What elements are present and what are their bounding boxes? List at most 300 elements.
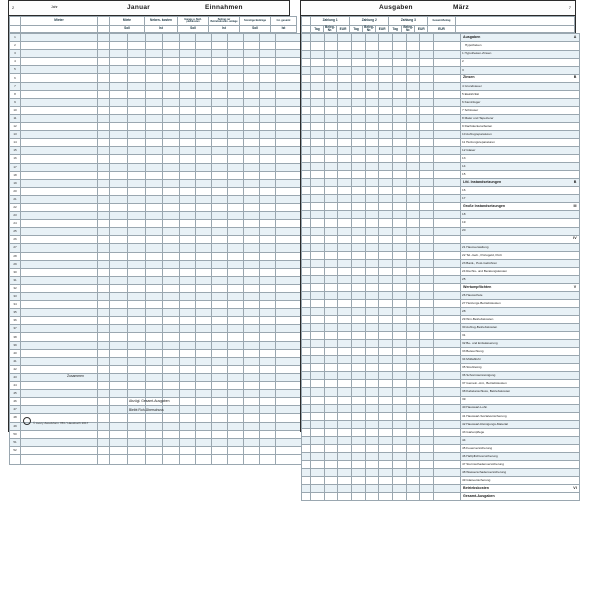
- table-row[interactable]: [10, 123, 302, 131]
- cell: [325, 227, 338, 235]
- table-row[interactable]: [302, 485, 580, 493]
- table-row[interactable]: [302, 147, 580, 155]
- table-row[interactable]: [10, 382, 302, 390]
- table-row[interactable]: [10, 163, 302, 171]
- position-label: 5 Elektrizität: [461, 90, 580, 98]
- cell: [420, 396, 434, 404]
- cell: [407, 460, 420, 468]
- table-row[interactable]: [302, 130, 580, 138]
- cell: [196, 341, 212, 349]
- cell: [128, 131, 146, 139]
- cell: [434, 332, 461, 340]
- cell: [352, 364, 366, 372]
- right-ledger-rows: [301, 33, 580, 501]
- row-number: [302, 251, 311, 259]
- row-number: [302, 356, 311, 364]
- cell: [228, 50, 244, 58]
- table-row[interactable]: [10, 268, 302, 276]
- table-row[interactable]: [10, 357, 302, 365]
- table-row[interactable]: [10, 301, 302, 309]
- cell: [276, 163, 302, 171]
- cell: [180, 333, 196, 341]
- row-number: [302, 195, 311, 203]
- table-row[interactable]: [10, 333, 302, 341]
- table-row[interactable]: [10, 139, 302, 147]
- table-row[interactable]: [302, 203, 580, 211]
- cell: [276, 147, 302, 155]
- cell: [212, 309, 228, 317]
- table-row[interactable]: [302, 155, 580, 163]
- position-label: 33 Beleuchtung: [461, 348, 580, 356]
- cell: [352, 412, 366, 420]
- cell: [260, 163, 276, 171]
- cell: [393, 195, 407, 203]
- table-row[interactable]: [302, 66, 580, 74]
- row-number: [302, 299, 311, 307]
- row-number: 34: [10, 301, 21, 309]
- table-row[interactable]: [10, 236, 302, 244]
- cell: [163, 430, 180, 438]
- sub-ist-2: Ist: [209, 26, 240, 33]
- table-row[interactable]: [302, 187, 580, 195]
- totals-cell: [228, 454, 244, 464]
- table-row[interactable]: [10, 90, 302, 98]
- table-row[interactable]: [10, 66, 302, 74]
- cell: [379, 396, 393, 404]
- cell: [407, 476, 420, 484]
- cell: [420, 179, 434, 187]
- cell: [366, 42, 379, 50]
- cell: [21, 430, 98, 438]
- cell: [379, 219, 393, 227]
- cell: [128, 50, 146, 58]
- table-row[interactable]: [10, 349, 302, 357]
- table-row[interactable]: [10, 106, 302, 114]
- table-row[interactable]: [302, 219, 580, 227]
- cell: [420, 444, 434, 452]
- row-number: 46: [10, 398, 21, 406]
- cell: [311, 251, 325, 259]
- cell: [366, 308, 379, 316]
- table-row[interactable]: [302, 114, 580, 122]
- row-number: [302, 90, 311, 98]
- cell: [212, 42, 228, 50]
- table-row[interactable]: [302, 235, 580, 243]
- table-row[interactable]: [302, 364, 580, 372]
- table-row[interactable]: [302, 275, 580, 283]
- rsub-z1: [311, 26, 350, 33]
- cell: [212, 66, 228, 74]
- table-row[interactable]: [10, 114, 302, 122]
- table-row[interactable]: [302, 195, 580, 203]
- table-row[interactable]: [10, 98, 302, 106]
- cell: [325, 155, 338, 163]
- cell: [407, 348, 420, 356]
- cell: [366, 460, 379, 468]
- row-number: [302, 291, 311, 299]
- cell: [352, 251, 366, 259]
- table-row[interactable]: [302, 316, 580, 324]
- cell: [325, 211, 338, 219]
- cell: [180, 422, 196, 430]
- table-row[interactable]: [10, 293, 302, 301]
- table-row[interactable]: [302, 308, 580, 316]
- table-row[interactable]: [302, 82, 580, 90]
- table-row[interactable]: [10, 373, 302, 381]
- table-row[interactable]: [302, 388, 580, 396]
- table-row[interactable]: [302, 468, 580, 476]
- table-row[interactable]: [302, 42, 580, 50]
- cell: [420, 452, 434, 460]
- cell: [325, 308, 338, 316]
- table-row[interactable]: [10, 341, 302, 349]
- cell: [146, 228, 163, 236]
- row-number: [302, 340, 311, 348]
- cell: [393, 66, 407, 74]
- cell: [311, 396, 325, 404]
- cell: [146, 123, 163, 131]
- cell: [244, 58, 260, 66]
- table-row[interactable]: [10, 203, 302, 211]
- table-row[interactable]: [302, 90, 580, 98]
- table-row[interactable]: [302, 74, 580, 82]
- cell: [163, 390, 180, 398]
- cell: [21, 260, 98, 268]
- cell: [228, 228, 244, 236]
- cell: [325, 364, 338, 372]
- table-row[interactable]: [302, 211, 580, 219]
- table-row[interactable]: [302, 404, 580, 412]
- cell: [180, 82, 196, 90]
- table-row[interactable]: [302, 243, 580, 251]
- cell: [379, 308, 393, 316]
- table-row[interactable]: [10, 260, 302, 268]
- cell: [244, 114, 260, 122]
- cell: [366, 428, 379, 436]
- cell: [379, 283, 393, 291]
- cell: [379, 356, 393, 364]
- table-row[interactable]: [302, 267, 580, 275]
- table-row[interactable]: [302, 460, 580, 468]
- cell: [393, 139, 407, 147]
- table-row[interactable]: [302, 50, 580, 58]
- cell: [110, 341, 128, 349]
- table-row[interactable]: [10, 187, 302, 195]
- cell: [98, 155, 110, 163]
- table-row[interactable]: [10, 171, 302, 179]
- cell: [163, 317, 180, 325]
- cell: [434, 203, 461, 211]
- cell: [98, 179, 110, 187]
- row-number: [302, 147, 311, 155]
- cell: [276, 365, 302, 373]
- cell: [128, 139, 146, 147]
- cell: [325, 324, 338, 332]
- table-row[interactable]: [10, 390, 302, 398]
- cell: [311, 452, 325, 460]
- table-row[interactable]: [10, 309, 302, 317]
- cell: [352, 227, 366, 235]
- cell: [128, 66, 146, 74]
- cell: [434, 452, 461, 460]
- table-row[interactable]: [10, 82, 302, 90]
- cell: [146, 301, 163, 309]
- table-row[interactable]: [10, 365, 302, 373]
- table-row[interactable]: [10, 446, 302, 454]
- table-row[interactable]: [10, 34, 302, 42]
- cell: [338, 155, 352, 163]
- cell: [228, 414, 244, 422]
- table-row[interactable]: [302, 348, 580, 356]
- cell: [212, 139, 228, 147]
- table-row[interactable]: [302, 283, 580, 291]
- cell: [338, 171, 352, 179]
- cell: [110, 139, 128, 147]
- table-row[interactable]: [10, 195, 302, 203]
- totals-cell: [128, 454, 146, 464]
- cell: [163, 34, 180, 42]
- cell: [244, 90, 260, 98]
- cell: [180, 139, 196, 147]
- cell: [393, 235, 407, 243]
- cell: [110, 293, 128, 301]
- cell: [366, 34, 379, 42]
- table-row[interactable]: [302, 340, 580, 348]
- row-number: 9: [10, 98, 21, 106]
- cell: [407, 74, 420, 82]
- cell: [244, 252, 260, 260]
- position-label: 40 Hauswart-Lohn: [461, 404, 580, 412]
- cell: [180, 147, 196, 155]
- cell: [276, 333, 302, 341]
- row-number: 38: [10, 333, 21, 341]
- table-row[interactable]: [302, 98, 580, 106]
- cell: [128, 98, 146, 106]
- cell: [180, 195, 196, 203]
- row-number: [302, 332, 311, 340]
- table-row[interactable]: [10, 50, 302, 58]
- row-number: 13: [10, 131, 21, 139]
- cell: [260, 179, 276, 187]
- cell: [420, 106, 434, 114]
- cell: [325, 275, 338, 283]
- position-label: 23 Bank-, Post-Gebühren: [461, 259, 580, 267]
- row-number: 10: [10, 106, 21, 114]
- cell: [366, 219, 379, 227]
- cell: [180, 341, 196, 349]
- table-row[interactable]: [302, 436, 580, 444]
- cell: [196, 422, 212, 430]
- cell: [180, 42, 196, 50]
- cell: [244, 98, 260, 106]
- table-row[interactable]: [10, 244, 302, 252]
- table-row[interactable]: [302, 259, 580, 267]
- cell: [98, 228, 110, 236]
- table-row[interactable]: [302, 251, 580, 259]
- cell: [146, 252, 163, 260]
- cell: [146, 66, 163, 74]
- cell: [393, 90, 407, 98]
- table-row[interactable]: [302, 171, 580, 179]
- cell: [393, 203, 407, 211]
- table-row[interactable]: [10, 155, 302, 163]
- cell: [420, 147, 434, 155]
- table-row[interactable]: [302, 291, 580, 299]
- table-row[interactable]: [302, 299, 580, 307]
- table-row[interactable]: [302, 412, 580, 420]
- table-row[interactable]: [10, 438, 302, 446]
- cell: [366, 114, 379, 122]
- cell: [146, 317, 163, 325]
- cell: [98, 398, 110, 406]
- cell: [98, 438, 110, 446]
- cell: [420, 34, 434, 42]
- cell: [146, 179, 163, 187]
- cell: [128, 203, 146, 211]
- table-row[interactable]: [302, 179, 580, 187]
- row-number: 11: [10, 114, 21, 122]
- table-row[interactable]: [10, 284, 302, 292]
- table-row[interactable]: [302, 396, 580, 404]
- cell: [366, 364, 379, 372]
- table-row[interactable]: [10, 131, 302, 139]
- cell: [212, 106, 228, 114]
- cell: [352, 436, 366, 444]
- cell: [393, 485, 407, 493]
- position-label: 1 Hypotheken-Zinsen: [461, 50, 580, 58]
- cell: [212, 349, 228, 357]
- cell: [212, 341, 228, 349]
- table-row[interactable]: [10, 252, 302, 260]
- cell: [146, 236, 163, 244]
- row-number: 37: [10, 325, 21, 333]
- table-row[interactable]: [302, 122, 580, 130]
- table-row[interactable]: [302, 227, 580, 235]
- cell: [110, 179, 128, 187]
- table-row[interactable]: [10, 147, 302, 155]
- table-row[interactable]: [10, 42, 302, 50]
- cell: [260, 155, 276, 163]
- cell: [379, 291, 393, 299]
- cell: [21, 325, 98, 333]
- table-row[interactable]: [10, 58, 302, 66]
- position-label: 47 Sturmschadenversicherung: [461, 460, 580, 468]
- cell: [196, 42, 212, 50]
- cell: [146, 187, 163, 195]
- table-row[interactable]: [302, 58, 580, 66]
- cell: [311, 485, 325, 493]
- cell: [260, 325, 276, 333]
- cell: [98, 333, 110, 341]
- cell: [311, 476, 325, 484]
- table-row[interactable]: [302, 476, 580, 484]
- cell: [338, 460, 352, 468]
- cell: [420, 227, 434, 235]
- table-row[interactable]: [10, 325, 302, 333]
- table-row[interactable]: [302, 380, 580, 388]
- table-row[interactable]: [10, 228, 302, 236]
- table-row[interactable]: [302, 332, 580, 340]
- table-row[interactable]: [10, 220, 302, 228]
- cell: [21, 446, 98, 454]
- table-row[interactable]: [302, 452, 580, 460]
- rhdr-gesamt: Gesamt-Betrag: [428, 17, 455, 26]
- cell: [420, 476, 434, 484]
- table-row[interactable]: [302, 163, 580, 171]
- table-row[interactable]: [302, 444, 580, 452]
- cell: [352, 155, 366, 163]
- table-row[interactable]: [10, 317, 302, 325]
- table-row[interactable]: [10, 430, 302, 438]
- table-row[interactable]: [10, 276, 302, 284]
- cell: [434, 291, 461, 299]
- cell: [260, 446, 276, 454]
- position-label: 31: [461, 332, 580, 340]
- table-row[interactable]: [302, 324, 580, 332]
- right-month: März: [453, 4, 470, 11]
- cell: [21, 301, 98, 309]
- cell: [338, 283, 352, 291]
- cell: [276, 309, 302, 317]
- cell: [338, 122, 352, 130]
- cell: [379, 444, 393, 452]
- cell: [98, 131, 110, 139]
- cell: [212, 276, 228, 284]
- cell: [393, 396, 407, 404]
- cell: [352, 452, 366, 460]
- cell: [338, 404, 352, 412]
- cell: [228, 34, 244, 42]
- table-row[interactable]: [10, 212, 302, 220]
- cell: [128, 357, 146, 365]
- cell: [110, 82, 128, 90]
- position-label: 37 Gemein.-Ant., Betriebskosten: [461, 380, 580, 388]
- cell: [228, 90, 244, 98]
- table-row[interactable]: [302, 428, 580, 436]
- cell: [393, 380, 407, 388]
- cell: [325, 404, 338, 412]
- table-row[interactable]: [302, 34, 580, 42]
- cell: [420, 283, 434, 291]
- cell: [407, 227, 420, 235]
- rhdr-zahlung-1: Zahlung 1: [311, 17, 350, 26]
- cell: [128, 317, 146, 325]
- cell: [228, 325, 244, 333]
- table-row[interactable]: [302, 106, 580, 114]
- cell: [366, 372, 379, 380]
- cell: [434, 243, 461, 251]
- cell: [366, 380, 379, 388]
- row-number: 17: [10, 163, 21, 171]
- table-row[interactable]: [10, 179, 302, 187]
- table-row[interactable]: [302, 139, 580, 147]
- table-row[interactable]: [302, 493, 580, 501]
- cell: [110, 236, 128, 244]
- cell: [338, 324, 352, 332]
- cell: [212, 365, 228, 373]
- cell: [352, 130, 366, 138]
- table-row[interactable]: [302, 356, 580, 364]
- cell: [407, 332, 420, 340]
- table-row[interactable]: [10, 74, 302, 82]
- cell: [196, 58, 212, 66]
- table-row[interactable]: [302, 420, 580, 428]
- table-row[interactable]: [302, 372, 580, 380]
- cell: [163, 90, 180, 98]
- cell: [276, 357, 302, 365]
- cell: [393, 50, 407, 58]
- cell: [338, 259, 352, 267]
